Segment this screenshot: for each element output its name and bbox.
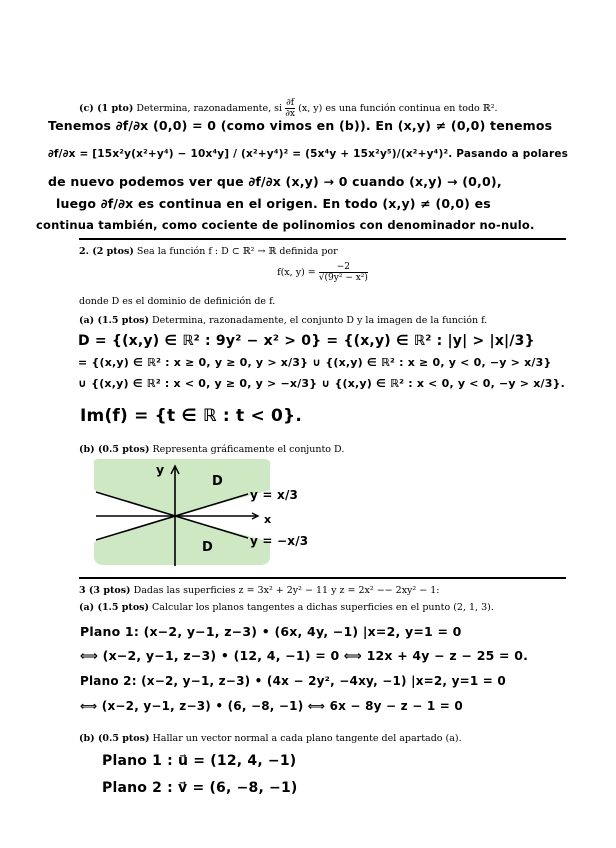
graph-y-label: y	[156, 462, 165, 477]
domain-region-top	[94, 459, 271, 516]
domain-note: donde D es el dominio de definición de f.	[79, 296, 276, 307]
graph-line1-label: y = x/3	[250, 488, 299, 502]
answer-1c-line-2: ∂f/∂x = [15x²y(x²+y⁴) − 10x⁴y] / (x²+y⁴)² = (5x⁴y + 15x²y⁵)/(x²+y⁴)². Pasando a polares	[48, 148, 569, 160]
section-divider-2	[79, 577, 566, 579]
problem-3-label: 3 (3 ptos)	[79, 585, 131, 596]
plano-1-line-1: Plano 1: (x−2, y−1, z−3) • (6x, 4y, −1) |x=2, y=1 = 0	[80, 624, 462, 639]
problem-3-statement: 3 (3 ptos) Dadas las superficies z = 3x² + 2y² − 11 y z = 2x² −− 2xy² − 1:	[79, 585, 440, 596]
formula-denominator: √(9y² − x²)	[318, 273, 368, 283]
part-1c-text-before: Determina, razonadamente, si	[136, 103, 283, 114]
formula-numerator: −2	[319, 262, 368, 273]
problem-2-label: 2. (2 ptos)	[79, 246, 134, 257]
function-formula	[79, 262, 566, 283]
part-1c-label: (c) (1 pto)	[79, 103, 134, 114]
problem-3a-prompt: (a) (1.5 ptos) Calcular los planos tangentes a dichas superficies en el punto (2, 1, 3).	[79, 602, 494, 613]
domain-region-bottom	[94, 516, 270, 565]
answer-1c-line-4: luego ∂f/∂x es continua en el origen. En todo (x,y) ≠ (0,0) es	[56, 196, 491, 211]
answer-2a-line-3: ∪ {(x,y) ∈ ℝ² : x < 0, y ≥ 0, y > −x/3} ∪ {(x,y) ∈ ℝ² : x < 0, y < 0, −y > x/3}.	[78, 377, 566, 390]
problem-2a-prompt: (a) (1.5 ptos) Determina, razonadamente, el conjunto D y la imagen de la función f.	[79, 315, 488, 326]
plano-1-line-2: ⟺ (x−2, y−1, z−3) • (12, 4, −1) = 0 ⟺ 12x + 4y − z − 25 = 0.	[80, 648, 529, 663]
problem-3b-prompt: (b) (0.5 ptos) Hallar un vector normal a cada plano tangente del apartado (a).	[79, 733, 462, 744]
graph-region-label-top: D	[212, 474, 223, 489]
answer-1c-line-1: Tenemos ∂f/∂x (0,0) = 0 (como vimos en (b)). En (x,y) ≠ (0,0) tenemos	[48, 118, 553, 133]
problem-2b-label: (b) (0.5 ptos)	[79, 444, 150, 455]
answer-2a-line-2: = {(x,y) ∈ ℝ² : x ≥ 0, y ≥ 0, y > x/3} ∪ {(x,y) ∈ ℝ² : x ≥ 0, y < 0, −y > x/3}	[78, 356, 552, 369]
formula-lhs: f(x, y) =	[277, 267, 316, 278]
problem-2a-label: (a) (1.5 ptos)	[79, 315, 149, 326]
graph-region-label-bottom: D	[202, 540, 213, 555]
frac-numerator: ∂f	[286, 98, 295, 108]
graph-x-label: x	[264, 513, 272, 526]
partial-derivative	[285, 98, 295, 119]
problem-3b-label: (b) (0.5 ptos)	[79, 733, 150, 744]
problem-3a-label: (a) (1.5 ptos)	[79, 602, 149, 613]
problem-2-statement: 2. (2 ptos) Sea la función f : D ⊂ ℝ² → ℝ definida por	[79, 246, 338, 257]
graph-line2-label: y = −x/3	[250, 534, 309, 548]
part-1c-text-after: (x, y) es una función continua en todo ℝ².	[298, 103, 498, 114]
answer-2a-line-1: D = {(x,y) ∈ ℝ² : 9y² − x² > 0} = {(x,y) ∈ ℝ² : |y| > |x|/3}	[78, 333, 535, 349]
part-1c-prompt	[79, 98, 498, 119]
section-divider-1	[79, 238, 566, 240]
normal-vector-2: Plano 2 : v⃗ = (6, −8, −1)	[102, 780, 298, 796]
answer-1c-line-5: continua también, como cociente de polinomios con denominador no-nulo.	[36, 218, 535, 232]
formula-fraction	[319, 262, 368, 283]
image-answer: Im(f) = {t ∈ ℝ : t < 0}.	[80, 406, 303, 426]
normal-vector-1: Plano 1 : u⃗ = (12, 4, −1)	[102, 753, 297, 769]
plano-2-line-1: Plano 2: (x−2, y−1, z−3) • (4x − 2y², −4xy, −1) |x=2, y=1 = 0	[80, 674, 506, 688]
answer-1c-line-3: de nuevo podemos ver que ∂f/∂x (x,y) → 0 cuando (x,y) → (0,0),	[48, 174, 502, 189]
problem-2b-prompt: (b) (0.5 ptos) Representa gráficamente el conjunto D.	[79, 444, 345, 455]
plano-2-line-2: ⟺ (x−2, y−1, z−3) • (6, −8, −1) ⟺ 6x − 8y − z − 1 = 0	[80, 699, 463, 713]
frac-denominator: ∂x	[285, 109, 295, 119]
